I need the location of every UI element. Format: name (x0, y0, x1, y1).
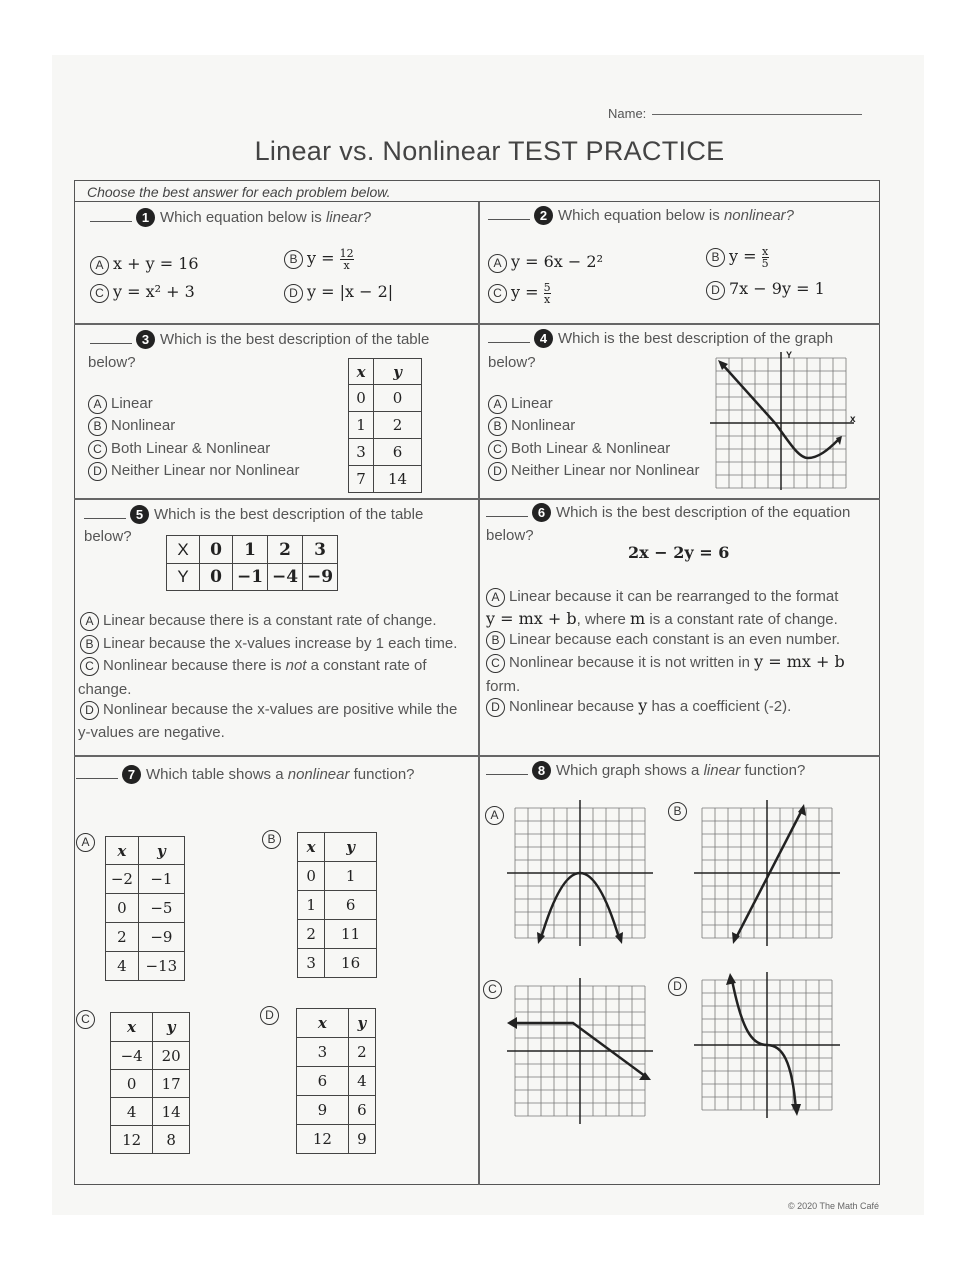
name-field[interactable]: Name: (608, 106, 862, 121)
q7-table-d: x y 3 2 6 4 9 6 12 9 (296, 1008, 376, 1154)
q3-option-c[interactable]: C Both Linear & Nonlinear (88, 440, 270, 459)
q4-graph (708, 350, 858, 492)
q2-option-a[interactable]: A y = 6x − 2² (488, 252, 603, 273)
q7-option-d[interactable]: D (260, 1006, 283, 1025)
q6-equation: 2x − 2y = 6 (628, 543, 730, 562)
q5-option-a[interactable]: A Linear because there is a constant rate of change. (80, 612, 437, 631)
q7-table-a: x y −2 −1 0 −5 2 −9 4 −13 (105, 836, 185, 981)
question-8: 8 Which graph shows a linear function? (486, 761, 805, 780)
q8-graph-b (692, 798, 842, 948)
q3-option-a[interactable]: A Linear (88, 395, 153, 414)
q7-option-c[interactable]: C (76, 1010, 99, 1029)
q8-graph-d (692, 970, 842, 1120)
q2-option-b[interactable]: B y = $\frac{x}{5}$ (706, 246, 769, 269)
q4-option-c[interactable]: C Both Linear & Nonlinear (488, 440, 670, 459)
question-1: 1 Which equation below is linear? (90, 208, 371, 227)
q1-option-c[interactable]: C y = x² + 3 (90, 282, 195, 303)
answer-blank[interactable] (486, 774, 528, 775)
answer-blank[interactable] (76, 778, 118, 779)
q6-text-cont: below? (486, 527, 534, 544)
q2-option-d[interactable]: D 7x − 9y = 1 (706, 279, 825, 300)
grid-divider-row1 (74, 323, 880, 325)
question-3: 3 Which is the best description of the table (90, 330, 429, 349)
q4-option-a[interactable]: A Linear (488, 395, 553, 414)
q6-option-c-cont: form. (486, 678, 521, 695)
q6-option-a[interactable]: A Linear because it can be rearranged to the format (486, 588, 838, 607)
q5-text-cont: below? (84, 528, 132, 545)
question-6: 6 Which is the best description of the equation (486, 503, 850, 522)
instructions: Choose the best answer for each problem below. (74, 180, 880, 202)
q3-option-d[interactable]: D Neither Linear nor Nonlinear (88, 462, 299, 481)
q3-text-cont: below? (88, 354, 136, 371)
answer-blank[interactable] (486, 516, 528, 517)
q1-option-d[interactable]: D y = |x − 2| (284, 282, 393, 303)
question-5: 5 Which is the best description of the table (84, 505, 423, 524)
q6-option-d[interactable]: D Nonlinear because y has a coefficient (-2). (486, 696, 791, 717)
q8-graph-a (505, 798, 655, 948)
page-title: Linear vs. Nonlinear TEST PRACTICE (254, 136, 725, 166)
q7-table-b: x y 0 1 1 6 2 11 3 16 (297, 832, 377, 978)
copyright-footer: © 2020 The Math Café (787, 1201, 879, 1211)
q8-option-a[interactable]: A (485, 806, 508, 825)
answer-blank[interactable] (84, 518, 126, 519)
q6-option-a-cont: y = mx + b, where m is a constant rate of change. (486, 609, 838, 628)
q1-option-b[interactable]: B y = $\frac{12}{x}$ (284, 248, 354, 271)
q7-table-c: x y −4 20 0 17 4 14 12 8 (110, 1012, 190, 1154)
answer-blank[interactable] (90, 343, 132, 344)
q5-option-c[interactable]: C Nonlinear because there is not a constant rate of (80, 657, 427, 676)
question-2: 2 Which equation below is nonlinear? (488, 206, 794, 225)
svg-text:x: x (850, 414, 856, 425)
q5-option-d[interactable]: D Nonlinear because the x-values are positive while the (80, 701, 457, 720)
question-7: 7 Which table shows a nonlinear function? (76, 765, 415, 784)
answer-blank[interactable] (488, 219, 530, 220)
q8-option-c[interactable]: C (483, 980, 506, 999)
q5-table: X 0 1 2 3 Y 0 −1 −4 −9 (166, 535, 338, 591)
answer-blank[interactable] (488, 342, 530, 343)
answer-blank[interactable] (90, 221, 132, 222)
grid-divider-vertical (478, 202, 480, 1185)
q5-option-d-cont: y-values are negative. (78, 724, 225, 741)
q2-option-c[interactable]: C y = $\frac{5}{x}$ (488, 282, 551, 305)
q8-graph-c (505, 976, 655, 1126)
grid-divider-row3 (74, 755, 880, 757)
q6-option-c[interactable]: C Nonlinear because it is not written in y = mx + b (486, 652, 845, 673)
q4-option-d[interactable]: D Neither Linear nor Nonlinear (488, 462, 699, 481)
q3-option-b[interactable]: B Nonlinear (88, 417, 175, 436)
q7-option-a[interactable]: A (76, 833, 99, 852)
svg-text:Y: Y (786, 350, 793, 360)
q5-option-b[interactable]: B Linear because the x-values increase by 1 each time. (80, 635, 457, 654)
grid-divider-row2 (74, 498, 880, 500)
q6-option-b[interactable]: B Linear because each constant is an even number. (486, 631, 840, 650)
q5-option-c-cont: change. (78, 681, 132, 698)
q4-option-b[interactable]: B Nonlinear (488, 417, 575, 436)
question-4: 4 Which is the best description of the graph (488, 329, 833, 348)
q8-option-b[interactable]: B (668, 802, 691, 821)
q4-text-cont: below? (488, 354, 536, 371)
q1-option-a[interactable]: A x + y = 16 (90, 254, 199, 275)
q3-table: x y 0 0 1 2 3 6 7 14 (348, 358, 422, 493)
q7-option-b[interactable]: B (262, 830, 285, 849)
q8-option-d[interactable]: D (668, 977, 691, 996)
